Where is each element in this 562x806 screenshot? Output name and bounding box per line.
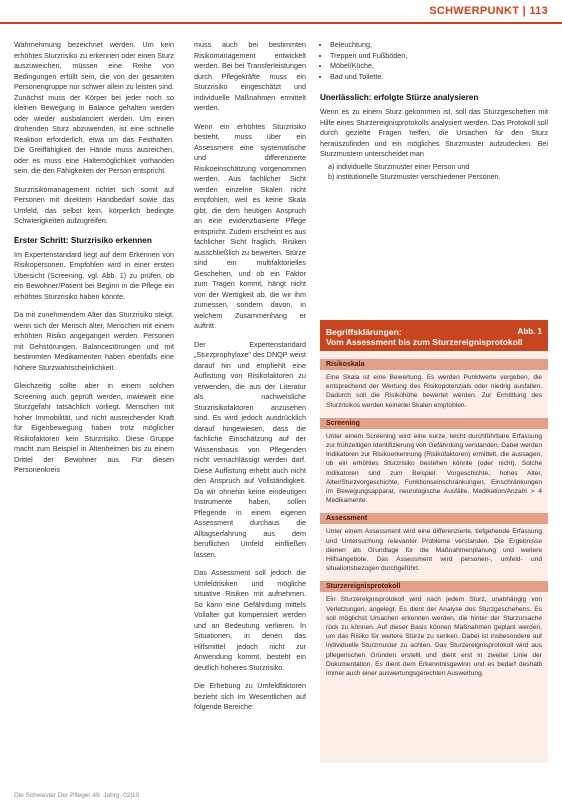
paragraph: Die Erhebung zu Umfeldfaktoren bezieht sich im Wesentlichen auf folgende Bereiche:	[194, 681, 306, 711]
paragraph: Wenn es zu einem Sturz gekommen ist, soll das Sturzgeschehen mit Hilfe eines Sturzereignisprotokolls analysiert werden. Das Protokoll soll durch gezielte Fragen helfen, die Ursachen für den Sturz herauszufinden und ein mögliches Sturzmuster aufzudecken. Bei Sturzmustern unterscheidet man	[320, 107, 548, 158]
paragraph: Gleichzeitig sollte aber in einem solchen Screening auch geprüft werden, inwieweit eine Sturzgefahr tatsächlich vorliegt. Menschen mit hoher Immobilität, und nicht ausreichender Kraft für Eigenbewegung haben trotz möglicher Risikofaktoren kein Sturzrisiko. Diese Gruppe macht zum Beispiel in Altenheimen bis zu einem Drittel der Bewohner aus. Für diesen Personenkreis	[14, 381, 174, 474]
paragraph: Sturzrisikomanagement richtet sich somit auf Personen mit direktem Handbedarf sowie das Umfeld, das selbst kein, körperlich bedingte Schwierigkeiten aufzugreifen.	[14, 184, 174, 225]
section-heading: Unerlässlich: erfolgte Stürze analysieren	[320, 93, 479, 102]
column-3	[320, 40, 548, 183]
definition-label: Assessment	[320, 513, 548, 524]
box-title: Begriffsklärungen:	[326, 327, 402, 337]
column-1	[14, 40, 174, 484]
bullet-list	[320, 40, 548, 82]
paragraph: Wenn ein erhöhtes Sturzrisiko besteht, muss über ein Assessment eine systematische und differenzierte Risikoeinschätzung vorgenommen werden. Aus fachlicher Sicht werden einzelne Skalen nicht empfohlen, weil es keine Skala gibt, die dem heutigen Anspruch an eine evidenzbasierte Pflege entspricht. Zudem erscheint es aus fachlicher Sicht fraglich, Risiken ausschließlich zu bewerten. Stürze sind ein multifaktorielles Geschehen, und ob ein Faktor zum Tragen kommt, hängt nicht von der Wertigkeit ab, die wir ihm zumessen, sondern davon, in welchem Zusammenhang er auftritt.	[194, 121, 306, 330]
box-subtitle: Vom Assessment bis zum Sturzereignisprotokoll	[326, 337, 523, 347]
definition-label: Sturzereignisprotokoll	[320, 581, 548, 592]
definition-label: Screening	[320, 418, 548, 429]
list-item: a) individuelle Sturzmuster einer Person und	[328, 161, 470, 171]
list-item: • Treppen und Fußböden,	[330, 51, 548, 62]
paragraph: Da mit zunehmendem Alter das Sturzrisiko steigt, wenn sich der Mensch älter, Menschen mit einem erhöhten Risiko angegangen werden. Personen mit Gehstörungen, Balancestörungen und mit bestimmten Medikamenten haben ebenfalls eine höhere Sturzwahrscheinlichkeit.	[14, 310, 174, 372]
paragraph: Im Expertenstandard liegt auf dem Erkennen von Risikopersonen. Empfohlen wird in einer ersten Übersicht (Screening, vgl. Abb. 1) zu prüfen, ob ein Bewohner/Patient bei Beginn in die Pflege ein erhöhtes Sturzrisiko haben könnte.	[14, 249, 174, 301]
section-heading: Erster Schritt: Sturzrisiko erkennen	[14, 235, 152, 245]
definition-text: Unter einem Screening wird eine kurze, leicht durchführbare Erfassung zur frühzeitigen Identifizierung von Gefährdung verstanden. Dabei werden Indikatoren zur Risikoerkennung (Risikofaktoren) ermittelt, die aussagen, ob ein erhöhtes Sturzrisiko bestehen könnte (oder nicht). Solche Indikatoren sind zum Beispiel: Vorgeschichte, hohes Alter, Alter/Sturzvorgeschichte, Funktionseinschränkungen, Einschränkungen im Bewegungsapparat, neurologische Ausfälle, Medikation/Anzahl > 4 Medikamente.	[326, 432, 542, 505]
definition-text: Unter einem Assessment wird eine differenzierte, tiefgehende Erfassung und Untersuchung relevanter Probleme verstanden. Die Ergebnisse dienen als Grundlage für die Maßnahmenplanung und weitere Hilfsangebote. Das Assessment wird personen-, umfeld- und situationsbezogen durchgeführt.	[326, 528, 542, 573]
definition-text: Ein Sturzereignisprotokoll wird nach jedem Sturz, unabhängig von Verletzungen, angelegt. Es dient der Analyse des Sturzgeschehens. Es soll möglichst Ursachen erkennen werden, die hinter der Sturzursache rück zu können. Auf dieser Basis können Maßnahmen geplant werden, um das Risiko für weitere Stürze zu senken. Dabei ist insbesondere auf individuelle Sturzmuster zu achten. Das Sturzereignisprotokoll wird aus pflegerischen Gründen erstellt und dient erst in zweiter Linie der Dokumentation. Es dient dem Erkenntnisgewinn und es bedarf deshalb immer auch einer auswertungsgerechten Auswertung.	[326, 596, 542, 678]
paragraph: muss auch bei bestimmten Risikomanagement entwickelt werden. Bei bei Transferleistungen durch Pflegekräfte muss ein Sturzrisiko eingeschätzt und individuelle Maßnahmen ermittelt werden.	[194, 40, 306, 112]
definition-label: Risikoskala	[320, 359, 548, 370]
header-title: SCHWERPUNKT | 113	[429, 5, 548, 17]
paragraph: Das Assessment soll jedoch die Umfeldrisiken und mögliche situative Risiken mit aufnehmen. So kann eine Gefährdung mittels Vollalter gut kompensiert werden und an Bedeutung verlieren. In Situationen, in denen das Hilfsmittel jedoch nicht zur Anwendung kommt, besteht ein deutlich höheres Sturzrisiko.	[194, 568, 306, 672]
figure-tag: Abb. 1	[517, 327, 542, 336]
list-item: • Beleuchtung,	[330, 40, 548, 51]
list-item: b) institutionelle Sturzmuster verschiedener Personen.	[328, 172, 501, 181]
box-header	[320, 323, 548, 351]
definitions-box	[320, 320, 548, 763]
page-header	[0, 0, 562, 24]
paragraph: Der Expertenstandard „Sturzprophylaxe“ des DNQP weist darauf hin und empfiehlt eine Auflistung von Risikofaktoren zu verwenden, die aus der Literatur als nachweisliche Sturzrisikofaktoren anzusehen sind. Es wird jedoch ausdrücklich darauf hingewiesen, dass die fachliche Einschätzung auf der Wissensbasis von Pflegenden nicht vernachlässigt werden darf. Diese Auflistung erhebt auch nicht den Anspruch auf Vollständigkeit. Da wir ohnehin keine eindeutigen Instrumente haben, sollen Pflegende in einem eigenen Assessment durchaus die Alltagserfahrung aus dem beruflichen Umfeld einfließen lassen.	[194, 339, 306, 559]
paragraph: Wahrnehmung bezeichnet werden. Um kein erhöhtes Sturzrisiko zu erkennen oder einen Sturz auszuweichen, müssen eine Reihe von Bedingungen erfüllt sein, die von der gesamten Personengruppe nur schwer allein zu leisten sind. Zunächst muss der Körper bei jeder noch so kleinen Bewegung in Balance gehalten werden oder wieder ausbalanciert werden. Um einen drohenden Sturz abzuwenden, ist eine schnelle Reaktion erforderlich, etwa um das Festhalten. Die Greiffähigkeit der Hände muss ausreichen, oder es muss eine Haltemöglichkeit vorhanden sein, die den Fähigkeiten der Person entspricht.	[14, 40, 174, 175]
list-item: • Möbel/Küche,	[330, 61, 548, 72]
page-footer: Die Schwester Der Pfleger 49. Jahrg. 02|10	[14, 792, 140, 799]
definition-text: Eine Skala ist eine Bewertung. Es werden Punktwerte vergeben, die entsprechend der Wertung des Risikopotenzials oder niedrig ausfallen. Dadurch soll die Risikohöhe bewertet werden. Zur Ermittlung des Sturzrisikos werden keinerlei Skalen empfohlen.	[326, 374, 542, 409]
column-2	[194, 40, 306, 721]
list-item: • Bad und Toilette.	[330, 72, 548, 83]
